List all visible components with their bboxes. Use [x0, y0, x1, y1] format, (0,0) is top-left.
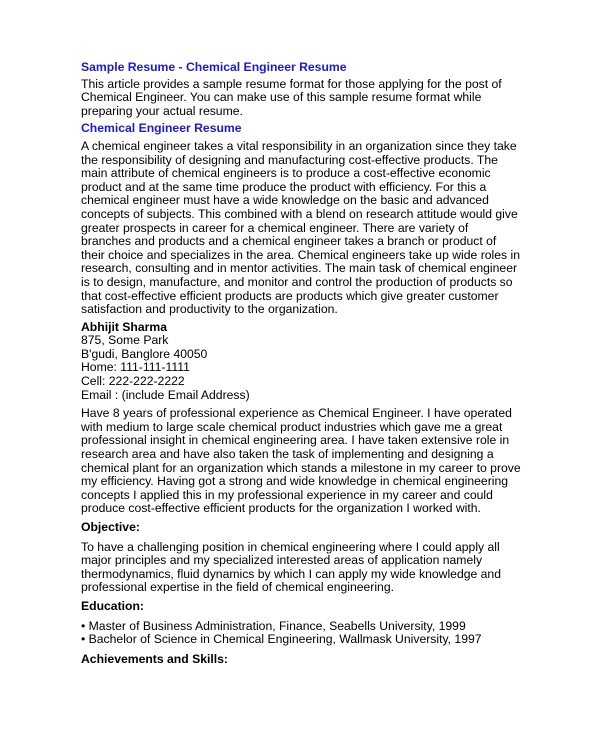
education-heading: Education:: [81, 598, 144, 613]
description-paragraph: A chemical engineer takes a vital responsibility in an organization since they take the responsibility of designing and manufacturing cost-effective products. The main attribute of chemical engineers is to produce a cost-effective economic product and at the same time produce the product with efficiency. For this a chemical engineer must have a wide knowledge on the basic and advanced concepts of subjects. This combined with a blend on research attitude would give greater prospects in career for a chemical engineer. There are variety of branches and products and a chemical engineer takes a branch or product of their choice and specializes in the area. Chemical engineers take up wide roles in research, consulting and in mentor activities. The main task of chemical engineer is to design, manufacture, and monitor and control the production of products so that cost-effective efficient products are products which give greater customer satisfaction and productivity to the organization.: [81, 138, 520, 317]
address-line-2: B'gudi, Banglore 40050: [81, 346, 208, 361]
list-item: • Master of Business Administration, Finance, Seabells University, 1999: [81, 618, 466, 633]
list-item: • Bachelor of Science in Chemical Engineering, Wallmask University, 1997: [81, 632, 482, 647]
achievements-heading: Achievements and Skills:: [81, 651, 228, 666]
objective-heading: Objective:: [81, 520, 140, 534]
cell-phone: Cell: 222-222-2222: [81, 374, 185, 389]
summary-paragraph: Have 8 years of professional experience as Chemical Engineer. I have operated with medium to large scale chemical product industries which gave me a great professional insight in chemical engineering area. I have taken extensive role in research area and have also taken the task of implementing and designing a chemical plant for an organization which stands a milestone in my career to prove my efficiency. Having got a strong and wide knowledge in chemical engineering concepts I applied this in my professional experience in my career and could produce cost-effective efficient products for the organization I worked with.: [81, 406, 521, 516]
education-list: [81, 620, 521, 647]
home-phone: Home: 111-111-1111: [81, 360, 190, 375]
address-line-1: 875, Some Park: [81, 333, 169, 348]
objective-paragraph: To have a challenging position in chemical engineering where I could apply all major principles and my specialized interested areas of application namely thermodynamics, fluid dynamics by which I can apply my wide knowledge and professional expertise in the field of chemical engineering.: [81, 539, 501, 595]
contact-block: [81, 321, 521, 403]
intro-paragraph: This article provides a sample resume format for those applying for the post of Chemical Engineer. You can make use of this sample resume format while preparing your actual resume.: [81, 76, 502, 118]
section-subtitle: Chemical Engineer Resume: [81, 121, 242, 136]
email-line: Email : (include Email Address): [81, 387, 250, 402]
candidate-name: Abhijit Sharma: [81, 319, 168, 334]
resume-document: [81, 61, 521, 672]
page-title: Sample Resume - Chemical Engineer Resume: [81, 60, 347, 74]
